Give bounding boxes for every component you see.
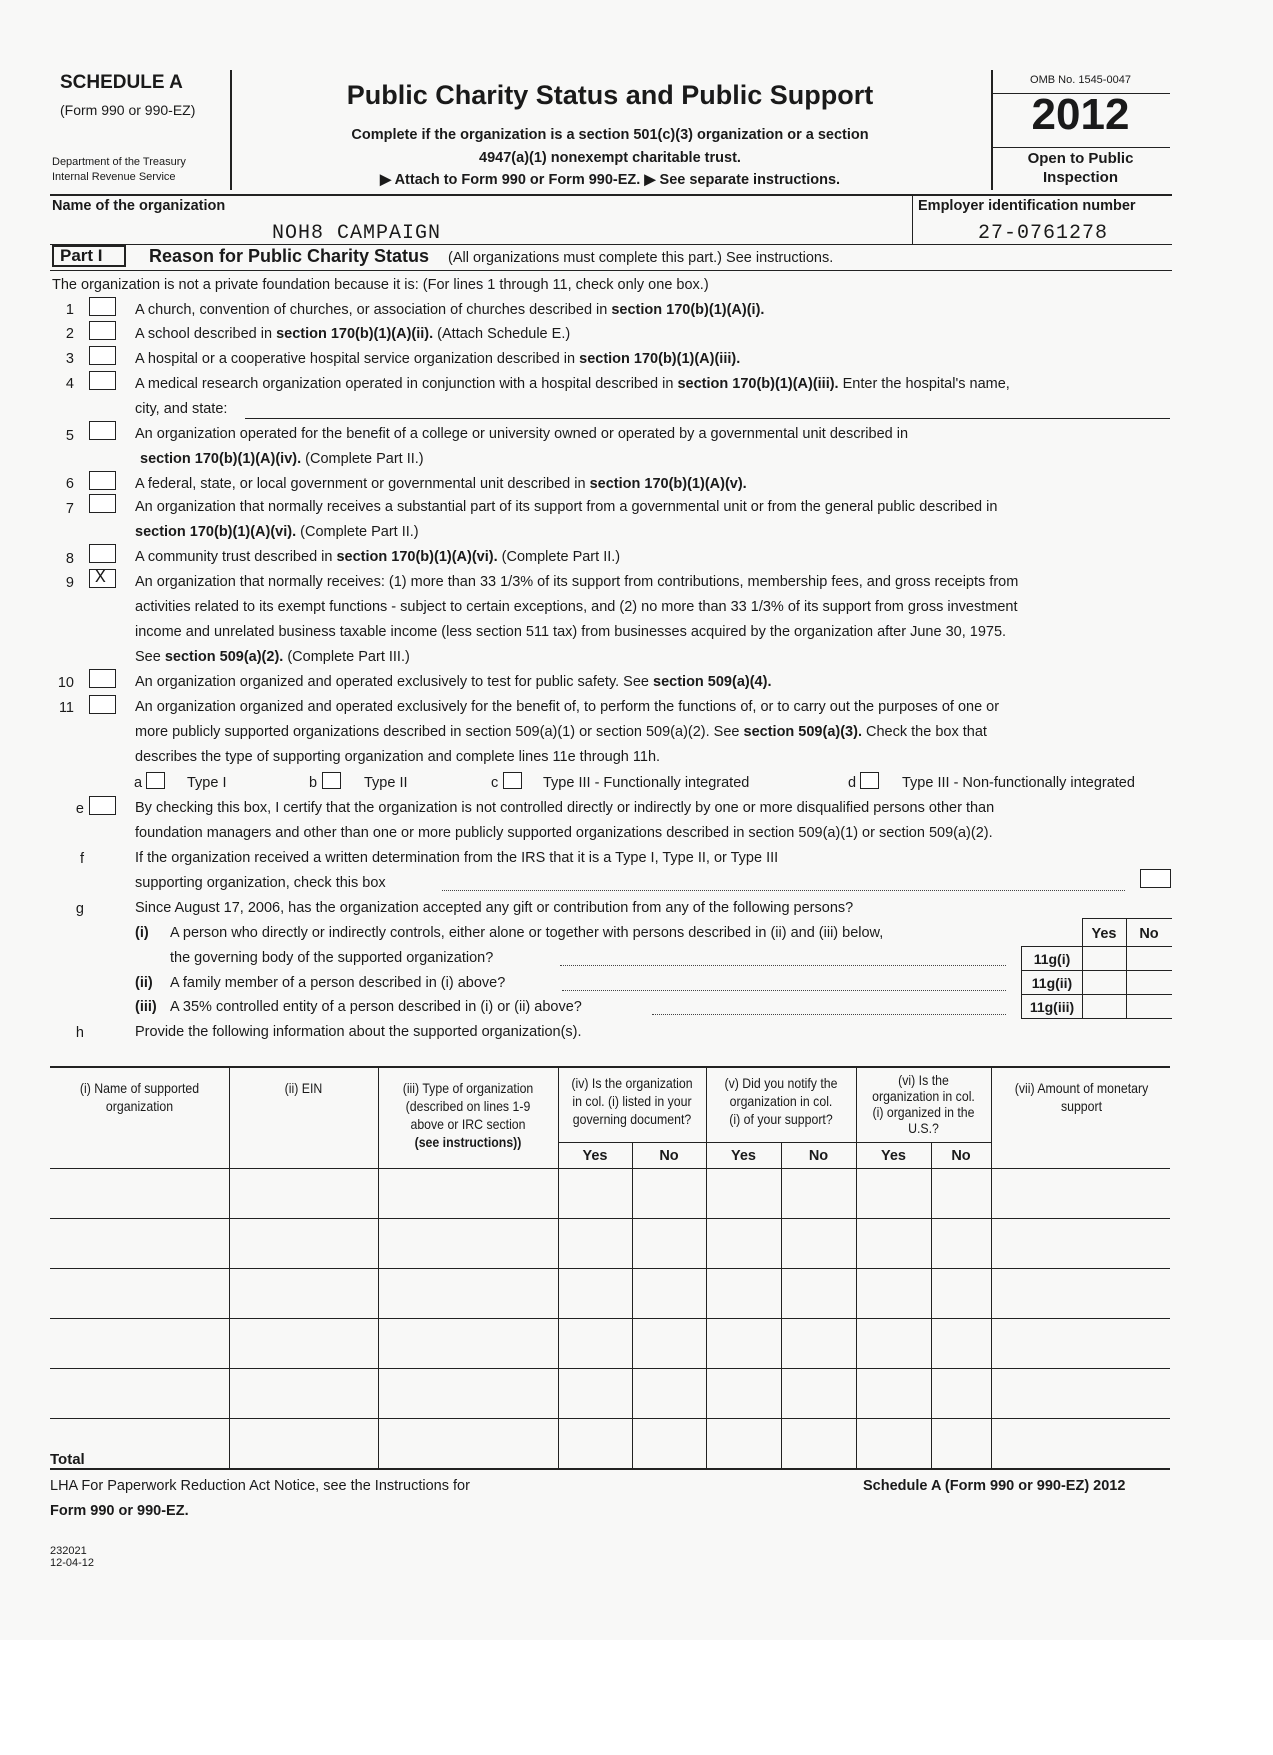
line-4-checkbox[interactable] <box>89 371 116 390</box>
line-letter: h <box>75 1025 84 1041</box>
table-row[interactable] <box>51 1269 228 1317</box>
open-to-public: Open to Public <box>1027 150 1134 167</box>
hospital-name-field[interactable] <box>245 418 1170 419</box>
line-g-i-text-2: the governing body of the supported organization? <box>170 950 494 966</box>
line-10-text: An organization organized and operated exclusively to test for public safety. See section 509(a)(4). <box>135 674 772 690</box>
line-g-ii-text: A family member of a person described in (i) above? <box>170 975 506 991</box>
line-number: 7 <box>65 501 74 517</box>
type-c-letter: c <box>491 775 499 791</box>
col-vi-no: No <box>951 1148 971 1164</box>
type-a-label: Type I <box>187 775 227 791</box>
line-f-text-1: If the organization received a written determination from the IRS that it is a Type I, Type II, or Type III <box>135 850 779 866</box>
type-d-checkbox[interactable] <box>860 772 879 789</box>
dot-leader <box>442 890 1125 891</box>
line-5-checkbox[interactable] <box>89 421 116 440</box>
g-ii-no-cell[interactable] <box>1127 971 1171 993</box>
line-2-text: A school described in section 170(b)(1)(A)(ii). (Attach Schedule E.) <box>135 326 571 342</box>
line-g-iii-text: A 35% controlled entity of a person described in (i) or (ii) above? <box>170 999 582 1015</box>
footer-code-2: 12-04-12 <box>50 1557 95 1569</box>
line-g-iii-number: (iii) <box>135 999 157 1015</box>
line-1-text: A church, convention of churches, or association of churches described in section 170(b)(1)(A)(i). <box>135 302 765 318</box>
schedule-label: SCHEDULE A <box>60 72 183 93</box>
line-11-cont-2: describes the type of supporting organization and complete lines 11e through 11h. <box>135 749 661 765</box>
line-f-text-2: supporting organization, check this box <box>135 875 386 891</box>
line-number: 2 <box>65 326 74 342</box>
footer-lha-2: Form 990 or 990-EZ. <box>50 1503 189 1519</box>
footer-code-1: 232021 <box>50 1545 87 1557</box>
line-f-checkbox[interactable] <box>1140 869 1171 888</box>
line-g-ii-number: (ii) <box>135 975 153 991</box>
line-9-cont-2: income and unrelated business taxable income (less section 511 tax) from businesses acquired by the organization after June 30, 1975. <box>135 624 1007 640</box>
part-title: Reason for Public Charity Status <box>149 246 430 266</box>
g-iii-no-cell[interactable] <box>1127 995 1171 1017</box>
footer-schedule: Schedule A (Form 990 or 990-EZ) 2012 <box>863 1478 1126 1494</box>
line-10-checkbox[interactable] <box>89 669 116 688</box>
table-col-line <box>856 1066 857 1468</box>
line-11-text: An organization organized and operated exclusively for the benefit of, to perform the functions of, or to carry out the purposes of one or <box>135 699 1000 715</box>
table-top-rule <box>50 1066 1170 1068</box>
line-11-checkbox[interactable] <box>89 695 116 714</box>
table-row[interactable] <box>51 1169 228 1217</box>
form-reference: (Form 990 or 990-EZ) <box>60 102 196 118</box>
line-7-checkbox[interactable] <box>89 494 116 513</box>
table-col-line <box>931 1142 932 1468</box>
form-title: Public Charity Status and Public Support <box>346 80 874 110</box>
form-subtitle-1: Complete if the organization is a section 501(c)(3) organization or a section <box>351 127 869 143</box>
line-number: 6 <box>65 476 74 492</box>
line-3-checkbox[interactable] <box>89 346 116 365</box>
gyn-grid-line <box>1021 1018 1172 1019</box>
table-col-line <box>229 1066 230 1468</box>
col-amount-header: (vii) Amount of monetary support <box>1014 1080 1149 1114</box>
inspection-label: Inspection <box>1042 169 1118 186</box>
line-number: 9 <box>65 575 74 591</box>
irs-label: Internal Revenue Service <box>52 171 176 183</box>
col-name-header: (i) Name of supported organization <box>79 1080 200 1114</box>
line-3-text: A hospital or a cooperative hospital service organization described in section 170(b)(1)(A)(iii). <box>135 351 741 367</box>
line-7-text: An organization that normally receives a substantial part of its support from a governmental unit or from the general public described in <box>135 499 998 515</box>
table-col-line <box>558 1066 559 1468</box>
line-g-i-text-1: A person who directly or indirectly controls, either alone or together with persons described in (ii) and (iii) below, <box>170 925 884 941</box>
type-d-letter: d <box>848 775 857 791</box>
type-d-label: Type III - Non-functionally integrated <box>902 775 1135 791</box>
dot-leader <box>560 965 1006 966</box>
line-e-checkbox[interactable] <box>89 796 116 815</box>
line-e-text-1: By checking this box, I certify that the organization is not controlled directly or indirectly by one or more disqualified persons other than <box>135 800 995 816</box>
table-bottom-rule <box>50 1468 1170 1470</box>
g-code-label: 11g(ii) <box>1031 975 1073 991</box>
line-g-text: Since August 17, 2006, has the organization accepted any gift or contribution from any of the following persons? <box>135 900 854 916</box>
line-4-text: A medical research organization operated in conjunction with a hospital described in section 170(b)(1)(A)(iii). Enter the hospital's name, <box>135 376 1010 392</box>
line-number: 8 <box>65 551 74 567</box>
dot-leader <box>562 990 1006 991</box>
part-intro: The organization is not a private foundation because it is: (For lines 1 through 11, check only one box.) <box>52 277 709 293</box>
org-rule <box>50 244 1172 245</box>
line-9-cont-3: See section 509(a)(2). (Complete Part III.) <box>135 649 410 665</box>
table-total-label: Total <box>50 1451 85 1468</box>
year-rule <box>993 147 1170 148</box>
line-number: 11 <box>58 700 74 716</box>
g-code-label: 11g(i) <box>1033 951 1071 967</box>
col-iv-yes: Yes <box>582 1148 608 1164</box>
type-b-letter: b <box>309 775 318 791</box>
line-e-text-2: foundation managers and other than one or more publicly supported organizations described in section 509(a)(1) or section 509(a)(2). <box>135 825 993 841</box>
table-row-rule <box>50 1418 1170 1419</box>
line-4-city-label: city, and state: <box>135 401 228 417</box>
part-tag: Part I <box>60 246 103 265</box>
dot-leader <box>652 1014 1006 1015</box>
type-c-checkbox[interactable] <box>503 772 522 789</box>
line-9-check-mark: X <box>95 568 106 588</box>
table-row[interactable] <box>51 1319 228 1367</box>
department-label: Department of the Treasury <box>52 156 186 168</box>
g-no-header: No <box>1139 926 1159 942</box>
footer-lha: LHA For Paperwork Reduction Act Notice, see the Instructions for <box>50 1478 470 1494</box>
line-number: 5 <box>65 428 74 444</box>
page-margin <box>0 1640 1273 1755</box>
type-a-checkbox[interactable] <box>146 772 165 789</box>
table-col-line <box>781 1142 782 1468</box>
line-5-text: An organization operated for the benefit of a college or university owned or operated by a governmental unit described in <box>135 426 909 442</box>
org-name-label: Name of the organization <box>52 198 226 214</box>
line-7-cont: section 170(b)(1)(A)(vi). (Complete Part II.) <box>135 524 419 540</box>
line-1-checkbox[interactable] <box>89 297 116 316</box>
line-g-i-number: (i) <box>135 925 149 941</box>
line-number: 4 <box>65 376 74 392</box>
gyn-grid-line <box>1082 918 1172 919</box>
line-9-cont-1: activities related to its exempt functions - subject to certain exceptions, and (2) no more than 33 1/3% of its support from gross investment <box>135 599 1018 615</box>
table-col-line <box>991 1066 992 1468</box>
g-i-yes-cell[interactable] <box>1083 947 1125 969</box>
col-vi-yes: Yes <box>881 1148 906 1164</box>
type-b-checkbox[interactable] <box>322 772 341 789</box>
col-iv-no: No <box>659 1148 679 1164</box>
line-2-checkbox[interactable] <box>89 321 116 340</box>
org-name-value: NOH8 CAMPAIGN <box>272 222 442 245</box>
col-listed-header: (iv) Is the organization in col. (i) listed in your governing document? <box>571 1075 693 1127</box>
ein-value: 27-0761278 <box>978 222 1109 245</box>
form-subtitle-3: ▶ Attach to Form 990 or Form 990-EZ. ▶ See separate instructions. <box>379 172 841 188</box>
type-b-label: Type II <box>364 775 408 791</box>
line-number: 3 <box>65 351 74 367</box>
col-notify-header: (v) Did you notify the organization in col. (i) of your support? <box>724 1075 838 1127</box>
header-bottom-rule <box>50 194 1172 196</box>
type-a-letter: a <box>134 775 143 791</box>
col-v-no: No <box>808 1148 829 1164</box>
col-ein-header: (ii) EIN <box>284 1080 323 1096</box>
g-ii-yes-cell[interactable] <box>1083 971 1125 993</box>
g-yes-header: Yes <box>1091 926 1117 942</box>
line-5-cont: section 170(b)(1)(A)(iv). (Complete Part II.) <box>140 451 424 467</box>
line-11-cont-1: more publicly supported organizations described in section 509(a)(1) or section 509(a)(2). See section 509(a)(3). Check the box that <box>135 724 987 740</box>
table-col-line <box>378 1066 379 1468</box>
line-number: 10 <box>57 675 74 691</box>
table-row[interactable] <box>51 1219 228 1267</box>
table-col-line <box>706 1066 707 1468</box>
col-v-yes: Yes <box>731 1148 756 1164</box>
part-title-note: (All organizations must complete this part.) See instructions. <box>448 250 834 266</box>
omb-number: OMB No. 1545-0047 <box>1030 74 1131 86</box>
line-number: 1 <box>65 302 74 318</box>
line-8-checkbox[interactable] <box>89 544 116 563</box>
part-rule <box>50 270 1172 271</box>
line-letter: e <box>75 801 84 817</box>
line-9-text: An organization that normally receives: (1) more than 33 1/3% of its support from contributions, membership fees, and gross receipts from <box>135 574 1019 590</box>
line-letter: f <box>79 851 84 867</box>
g-iii-yes-cell[interactable] <box>1083 995 1125 1017</box>
ein-divider <box>912 194 913 244</box>
type-c-label: Type III - Functionally integrated <box>543 775 750 791</box>
g-code-label: 11g(iii) <box>1029 999 1075 1015</box>
col-us-header: (vi) Is the organization in col. (i) organized in the U.S.? <box>872 1072 975 1136</box>
line-6-checkbox[interactable] <box>89 471 116 490</box>
line-8-text: A community trust described in section 170(b)(1)(A)(vi). (Complete Part II.) <box>135 549 621 565</box>
line-letter: g <box>75 901 84 917</box>
g-i-no-cell[interactable] <box>1127 947 1171 969</box>
table-row[interactable] <box>51 1369 228 1417</box>
col-type-header: (iii) Type of organization (described on lines 1-9 above or IRC section (see instructions)) <box>402 1080 534 1150</box>
table-subheader-rule <box>558 1142 991 1143</box>
table-col-line <box>632 1142 633 1468</box>
tax-year: 2012 <box>1031 90 1130 139</box>
form-subtitle-2: 4947(a)(1) nonexempt charitable trust. <box>479 150 741 166</box>
line-h-text: Provide the following information about the supported organization(s). <box>135 1024 582 1040</box>
ein-label: Employer identification number <box>918 198 1136 214</box>
line-6-text: A federal, state, or local government or governmental unit described in section 170(b)(1)(A)(v). <box>135 476 747 492</box>
